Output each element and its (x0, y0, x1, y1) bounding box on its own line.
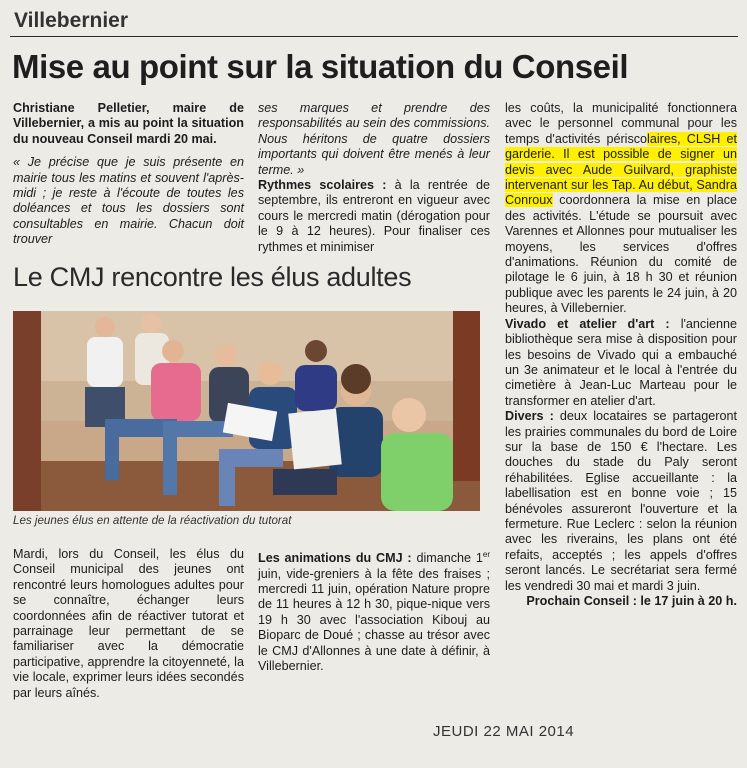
location-header: Villebernier (14, 9, 129, 32)
animations-text-2: juin, vide-greniers à la fête des fraises ; mercredi 11 juin, opération Nature propre de 11 heures à 12 h 30, pique-nique vers 19 h 30 avec l'association Kibouj au Bioparc de Doué ; chasse au trésor avec le CMJ d'Allonnes à une date à définir, à Villebernier. (258, 566, 490, 674)
highlighted-passage: laires, CLSH et garderie. Il est possible de signer un devis avec Aude Guilvard, graphiste intervenant sur les Tap. Au début, Sandra Conroux (505, 131, 737, 208)
vivado-text: l'ancienne bibliothèque sera mise à disposition pour les besoins de Vivado qui a embauché un 3e animateur et le local à l'entrée du cimetière à Jean-Luc Marteau pour le transformer en atelier d'art. (505, 316, 738, 408)
article1-column-2 (258, 101, 490, 255)
rythmes-heading: Rythmes scolaires : (258, 178, 387, 193)
prochain-conseil: Prochain Conseil : le 17 juin à 20 h. (526, 594, 737, 608)
article-headline: Mise au point sur la situation du Conseil (12, 48, 629, 85)
article1-column-1 (13, 101, 244, 248)
article2-column-2 (258, 547, 490, 674)
group-photo (13, 311, 480, 511)
article1-quote-part1: « Je précise que je suis présente en mairie tous les matins et souvent l'après-midi ; je reste à l'écoute de toutes les doléances et tous les dossiers sont consultables en mairie. Chacun doit trouver (13, 155, 244, 247)
animations-text-1: dimanche 1 (416, 551, 483, 566)
superscript-er: er (482, 550, 491, 559)
article2-column-1 (13, 547, 244, 701)
header-rule (10, 36, 738, 37)
animations-heading: Les animations du CMJ : (258, 551, 412, 566)
col3-text-after-highlight: coordonnera la mise en place des activités. L'étude se poursuit avec Varennes et Allonnes pour mutualiser les moyens, les services d'offres d'animations. Réunion du comité de pilotage le 6 juin, à 18 h 30 et réunion publique avec les parents le 24 juin, à 20 heures, à Villebernier. (505, 193, 737, 316)
article1-column-3 (505, 101, 737, 609)
divers-heading: Divers : (505, 409, 554, 424)
rythmes-text: à la rentrée de septembre, ils entreront en vigueur avec cours le mercredi matin (dérogation pour le 9 à 12 heures). Pour finaliser ces rythmes et minimiser (258, 178, 491, 254)
article1-quote-part2: ses marques et prendre des responsabilités au sein des commissions. Nous héritons de quatre dossiers importants qui doivent être menés à leur terme. » (258, 101, 490, 177)
divers-text: deux locataires se partageront les prairies communales du bord de Loire sur la base de 150 € l'hectare. Les douches du stade du Paly seront réhabilitées. Eglise accueillante : la labellisation est en bonne voie ; 15 bénévoles assureront l'ouverture et la fermeture. Rue Leclerc : selon la réunion avec les riverains, les plans ont été refaits, acceptés ; les appels d'offres seront lancés. Le secrétariat sera fermé les vendredi 30 mai et mardi 3 juin. (505, 409, 738, 593)
col3-text-before-highlight: les coûts, la municipalité fonctionnera avec le personnel communal pour les temps d'activités périsco (505, 101, 737, 146)
article2-body: Mardi, lors du Conseil, les élus du Conseil municipal des jeunes ont rencontré leurs homologues adultes pour se connaître, échanger leurs coordonnées afin de réactiver tutorat et parrainage leur permettant de se familiariser avec la démocratie participative, apprendre la citoyenneté, la vie locale, exprimer leurs idées secondés par leurs aînés. (13, 547, 244, 700)
article2-headline: Le CMJ rencontre les élus adultes (13, 262, 412, 292)
page-date: JEUDI 22 MAI 2014 (433, 723, 575, 740)
vivado-heading: Vivado et atelier d'art : (505, 316, 670, 331)
photo-caption: Les jeunes élus en attente de la réactivation du tutorat (13, 514, 292, 527)
article1-lead: Christiane Pelletier, maire de Villebernier, a mis au point la situation du nouveau Conseil mardi 20 mai. (13, 101, 244, 146)
